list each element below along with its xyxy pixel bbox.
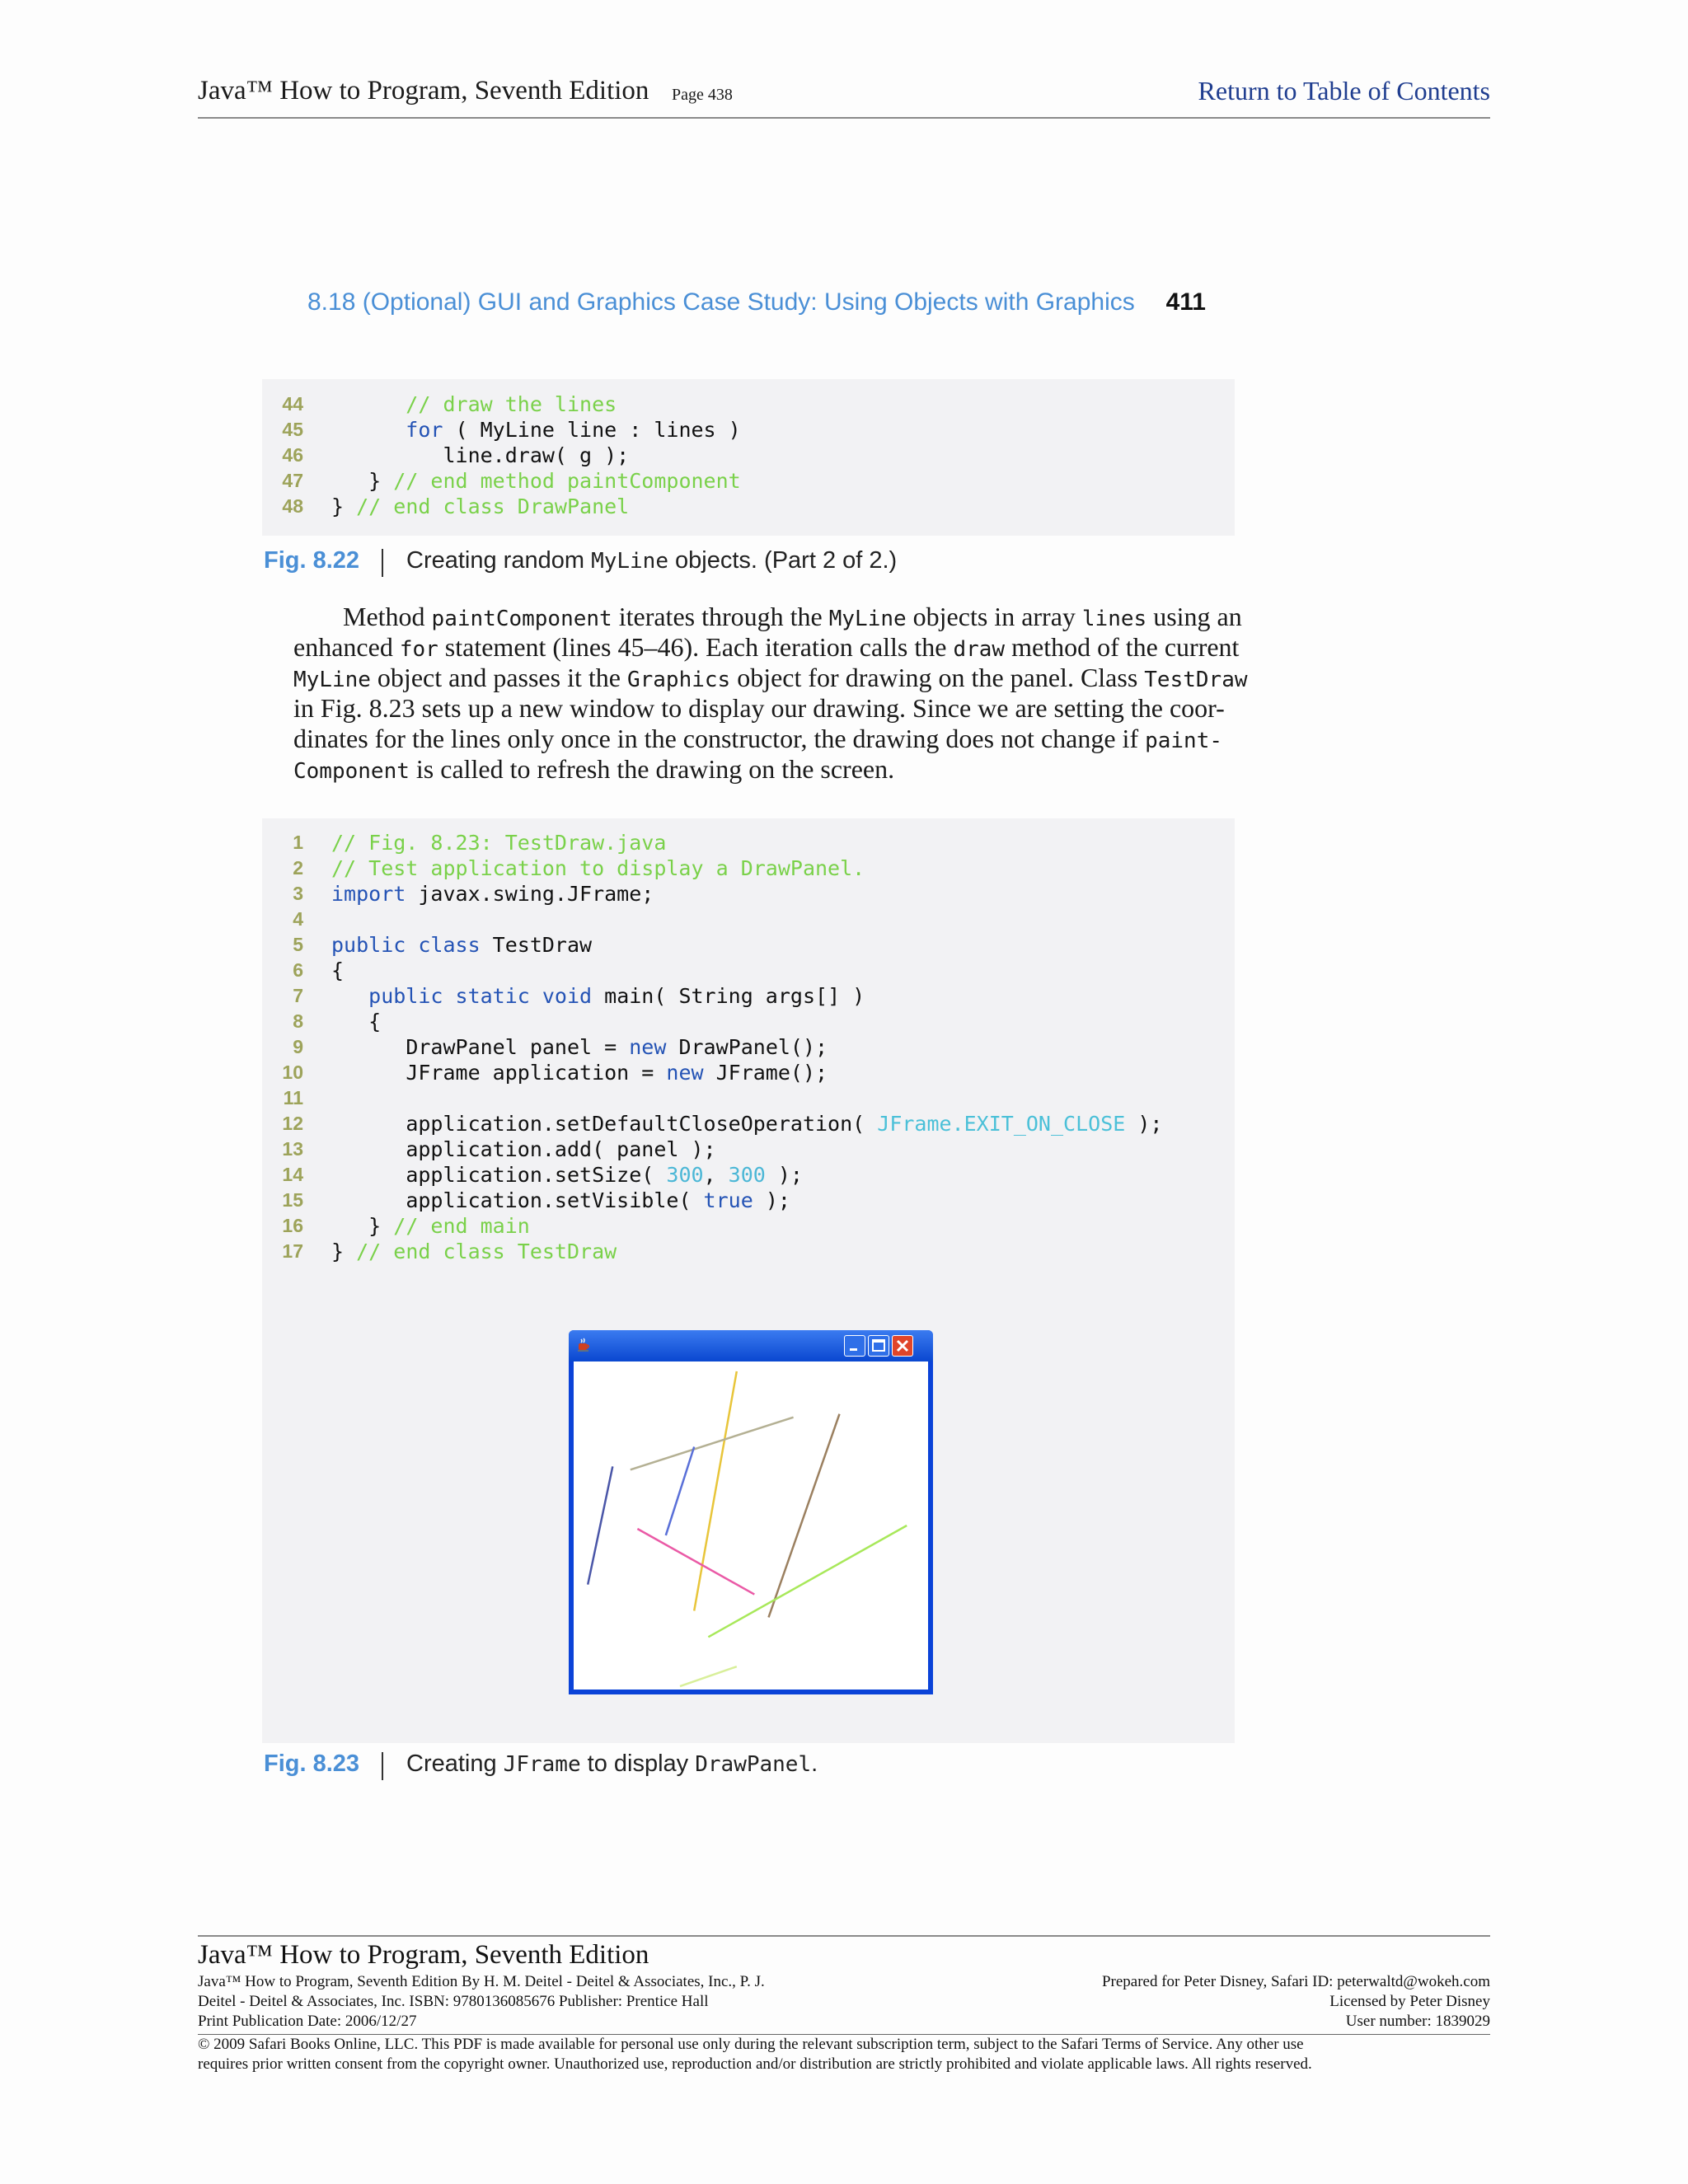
- code-text: public class TestDraw: [331, 933, 593, 957]
- footer-copyright: © 2009 Safari Books Online, LLC. This PDF is made available for personal use only during the relevant subscription term, subject to the Safari Terms of Service. Any other use: [198, 2036, 1304, 2053]
- code-text: } // end class DrawPanel: [331, 494, 630, 518]
- code-text: public static void main( String args[] ): [368, 984, 865, 1008]
- caption-separator: [382, 549, 383, 577]
- code-text: import javax.swing.JFrame;: [331, 882, 654, 906]
- code-text: for ( MyLine line : lines ): [331, 418, 741, 442]
- line-number: 11: [283, 1087, 303, 1108]
- line-number: 4: [293, 908, 303, 930]
- figure-caption-text: Creating random MyLine objects. (Part 2 of 2.): [406, 547, 898, 574]
- line-number: 8: [293, 1010, 303, 1032]
- line-number: 16: [282, 1215, 303, 1236]
- drawn-line: [769, 1414, 840, 1618]
- line-number: 13: [282, 1138, 303, 1160]
- table-of-contents-link[interactable]: Return to Table of Contents: [1198, 76, 1490, 105]
- book-page-number: 411: [1165, 288, 1206, 316]
- footer-isbn: Deitel - Deitel & Associates, Inc. ISBN: 9780136085676 Publisher: Prentice Hall: [198, 1993, 709, 2010]
- drawn-line: [666, 1446, 694, 1535]
- footer-publication-date: Print Publication Date: 2006/12/27: [198, 2013, 417, 2030]
- close-icon: [893, 1336, 912, 1356]
- drawn-line: [631, 1418, 794, 1470]
- minimize-button[interactable]: [844, 1335, 865, 1357]
- line-number: 6: [293, 959, 303, 981]
- code-comment: // Fig. 8.23: TestDraw.java: [331, 831, 667, 855]
- maximize-icon: [869, 1336, 889, 1356]
- testdraw-window: [569, 1330, 933, 1694]
- drawn-line: [694, 1371, 737, 1611]
- drawn-line: [680, 1666, 737, 1686]
- running-head: [307, 288, 1206, 325]
- line-number: 3: [293, 883, 303, 904]
- page-footer: [198, 1935, 1490, 2073]
- footer-authors: Java™ How to Program, Seventh Edition By H. M. Deitel - Deitel & Associates, Inc., P. J.: [198, 1973, 765, 1990]
- book-title: Java™ How to Program, Seventh Edition: [198, 76, 649, 105]
- drawn-line: [588, 1466, 612, 1584]
- line-number: 12: [282, 1113, 303, 1134]
- top-header: [198, 76, 1490, 119]
- line-number: 5: [293, 934, 303, 955]
- body-paragraph: Method paintComponent iterates through the MyLine objects in array lines using an enhanced for statement (lines 45–46). Each iteration calls the draw method of the current MyLine object and passes it the Graphics object for drawing on the panel. Class TestDraw in Fig. 8.23 sets up a new window to display our drawing. Since we are setting the coor- dinates for the lines only once in the constructor, the drawing does not change if paint- Component is called to refresh the drawing on the screen.: [293, 602, 1248, 784]
- section-title: 8.18 (Optional) GUI and Graphics Case Study: Using Objects with Graphics: [307, 288, 1135, 316]
- footer-title: Java™ How to Program, Seventh Edition: [198, 1940, 649, 1970]
- figure-caption-text: Creating JFrame to display DrawPanel.: [406, 1750, 818, 1777]
- line-number: 2: [293, 857, 303, 879]
- line-number: 17: [282, 1240, 303, 1262]
- figure-caption-8-23: [264, 1750, 1006, 1785]
- line-number: 14: [282, 1164, 303, 1185]
- code-text: {: [368, 1010, 382, 1033]
- draw-panel: [574, 1361, 928, 1690]
- line-number: 44: [282, 393, 303, 415]
- code-comment: // draw the lines: [331, 392, 617, 416]
- code-text: application.setVisible( true );: [406, 1188, 790, 1212]
- figure-number: Fig. 8.22: [264, 547, 360, 574]
- footer-divider: [198, 2034, 1490, 2035]
- maximize-button[interactable]: [868, 1335, 889, 1357]
- figure-caption-8-22: [264, 547, 1006, 582]
- code-text: application.setSize( 300, 300 );: [406, 1163, 803, 1187]
- footer-user-number: User number: 1839029: [1345, 2013, 1490, 2030]
- footer-licensed-by: Licensed by Peter Disney: [1329, 1993, 1490, 2010]
- code-text: DrawPanel panel = new DrawPanel();: [406, 1035, 828, 1059]
- java-cup-icon: [575, 1337, 592, 1353]
- line-number: 15: [282, 1189, 303, 1211]
- line-number: 7: [293, 985, 303, 1006]
- caption-separator: [382, 1752, 383, 1780]
- code-text: application.add( panel );: [406, 1137, 716, 1161]
- code-text: JFrame application = new JFrame();: [406, 1061, 828, 1085]
- line-number: 45: [282, 419, 303, 440]
- line-number: 48: [282, 495, 303, 517]
- footer-prepared-for: Prepared for Peter Disney, Safari ID: peterwaltd@wokeh.com: [1101, 1973, 1490, 1990]
- code-text: line.draw( g );: [331, 443, 630, 467]
- minimize-icon: [845, 1336, 865, 1356]
- line-number: 10: [282, 1062, 303, 1083]
- code-text: } // end class TestDraw: [331, 1240, 617, 1263]
- page-label: Page 438: [672, 86, 733, 104]
- random-lines-drawing: [574, 1361, 928, 1690]
- line-number: 46: [282, 444, 303, 466]
- figure-number: Fig. 8.23: [264, 1750, 360, 1777]
- footer-copyright: requires prior written consent from the copyright owner. Unauthorized use, reproduction and/or distribution are strictly prohibited and violate applicable laws. All rights reserved.: [198, 2055, 1312, 2073]
- line-number: 9: [293, 1036, 303, 1057]
- line-number: 47: [282, 470, 303, 491]
- line-number: 1: [293, 832, 303, 853]
- code-text: } // end main: [368, 1214, 530, 1238]
- code-text: } // end method paintComponent: [331, 469, 741, 493]
- drawn-line: [637, 1529, 754, 1595]
- code-text: {: [331, 958, 345, 982]
- code-listing-1: [262, 379, 1235, 536]
- code-comment: // Test application to display a DrawPanel.: [331, 856, 865, 880]
- close-button[interactable]: [892, 1335, 913, 1357]
- drawn-line: [708, 1526, 907, 1637]
- window-titlebar[interactable]: [569, 1330, 933, 1361]
- code-text: application.setDefaultCloseOperation( JFrame.EXIT_ON_CLOSE );: [406, 1112, 1163, 1136]
